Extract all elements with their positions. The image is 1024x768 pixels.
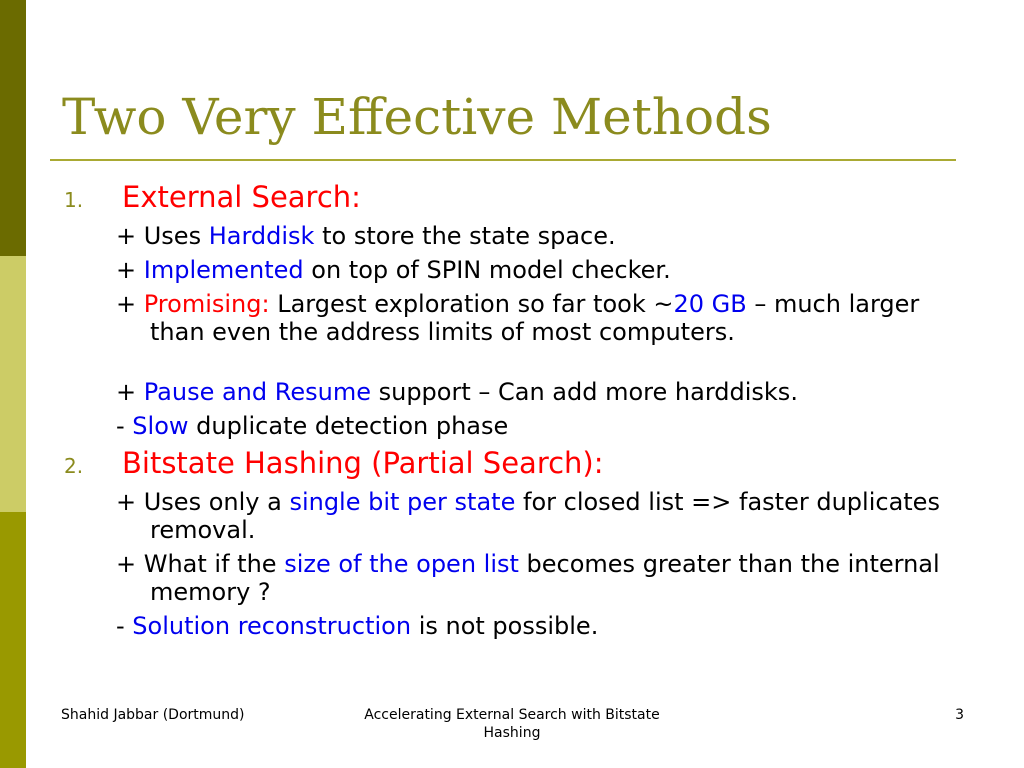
list-heading-text: External Search: (122, 180, 361, 214)
list-heading-text: Bitstate Hashing (Partial Search): (122, 446, 604, 480)
keyword-highlight: Solution reconstruction (132, 612, 412, 640)
list-item-heading-2 (64, 446, 604, 480)
keyword-highlight: Implemented (143, 256, 304, 284)
footer-author: Shahid Jabbar (Dortmund) (61, 707, 245, 723)
bullet-point: + Promising: Largest exploration so far took ~20 GB – much larger than even the address limits of most computers. (116, 290, 920, 346)
footer-page-number: 3 (955, 707, 964, 723)
keyword-highlight: Slow (132, 412, 189, 440)
keyword-highlight: Pause and Resume (143, 378, 371, 406)
bullet-point: - Slow duplicate detection phase (116, 412, 509, 440)
list-number: 1. (64, 188, 84, 212)
bullet-point: - Solution reconstruction is not possible. (116, 612, 599, 640)
list-item-heading-1 (64, 180, 361, 214)
bullet-point: + Uses only a single bit per state for closed list => faster duplicates removal. (116, 488, 940, 544)
bullet-point: + Implemented on top of SPIN model checker. (116, 256, 671, 284)
keyword-highlight: single bit per state (289, 488, 516, 516)
keyword-highlight: 20 GB (673, 290, 747, 318)
bullet-point: + What if the size of the open list becomes greater than the internal memory ? (116, 550, 940, 606)
keyword-highlight: Harddisk (208, 222, 315, 250)
footer-talk-title: Accelerating External Search with Bitstate Hashing (364, 707, 660, 741)
bullet-point: + Pause and Resume support – Can add more harddisks. (116, 378, 798, 406)
bullet-point: + Uses Harddisk to store the state space. (116, 222, 616, 250)
keyword-highlight: size of the open list (284, 550, 519, 578)
keyword-highlight: Promising: (143, 290, 270, 318)
list-number: 2. (64, 454, 84, 478)
slide-title: Two Very Effective Methods (62, 88, 772, 146)
